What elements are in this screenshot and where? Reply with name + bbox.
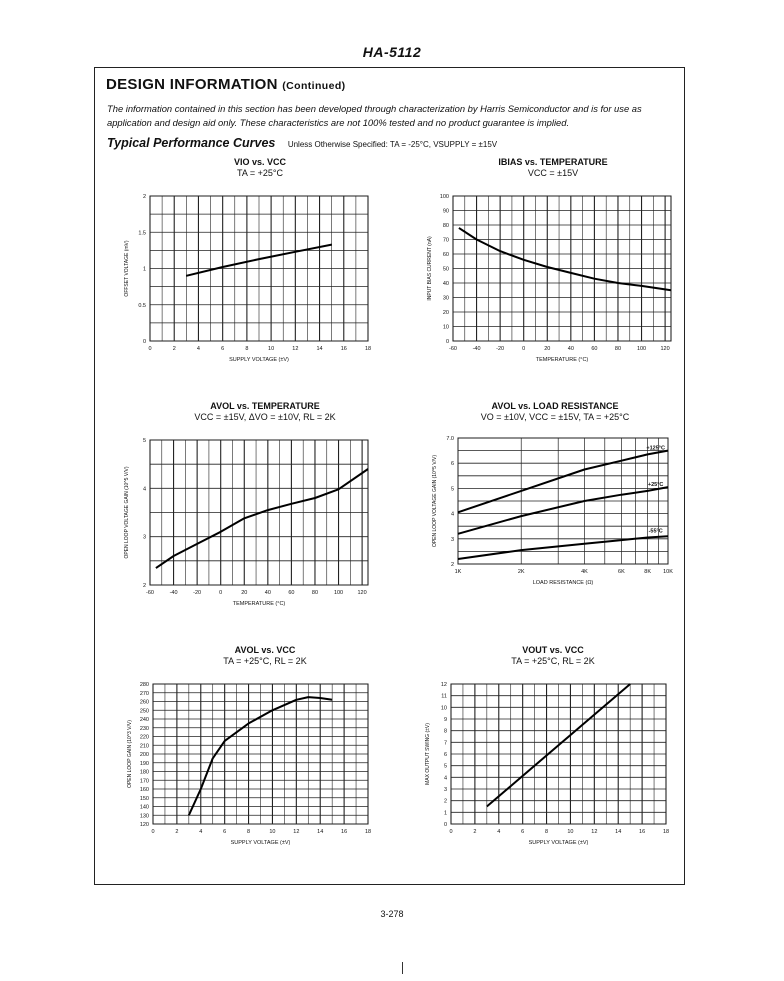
plot-title: VIO vs. VCC (233, 157, 287, 167)
y-tick-label: 70 (442, 237, 449, 244)
y-tick-label: 150 (139, 795, 149, 802)
section-title-suffix: (Continued) (282, 80, 346, 92)
x-tick-label: 20 (241, 590, 248, 596)
x-tick-label: 12 (591, 829, 598, 835)
y-tick-label: 6 (443, 752, 447, 758)
y-tick-label: 250 (139, 708, 149, 715)
x-tick-label: 10K (663, 569, 673, 575)
y-tick-label: 60 (442, 252, 449, 258)
x-tick-label: 14 (317, 829, 324, 835)
part-number-header: HA-5112 (362, 44, 422, 60)
x-tick-label: 18 (662, 829, 670, 835)
y-tick-label: 90 (442, 208, 449, 215)
x-tick-label: 100 (636, 346, 647, 352)
curves-heading: Typical Performance Curves (107, 136, 276, 150)
y-tick-label: 120 (139, 822, 149, 828)
x-tick-label: -40 (472, 346, 481, 352)
y-tick-label: 2 (443, 798, 447, 805)
y-tick-label: 50 (442, 266, 449, 273)
x-tick-label: 6 (521, 829, 525, 835)
x-tick-label: 6K (618, 569, 625, 575)
plot-subtitle: VO = ±10V, VCC = ±15V, TA = +25°C (480, 412, 630, 422)
chart-avol-vs-vcc (110, 676, 380, 866)
y-tick-label: 4 (450, 511, 454, 518)
plot-subtitle: VCC = ±15V, ΔVO = ±10V, RL = 2K (194, 412, 336, 422)
x-tick-label: 4K (581, 569, 588, 575)
x-tick-label: 18 (364, 346, 372, 352)
series-line (156, 469, 368, 568)
x-tick-label: 14 (316, 346, 323, 352)
chart-avol-vs-load-resistance (408, 432, 678, 602)
x-tick-label: 2 (172, 346, 176, 352)
x-tick-label: 16 (639, 829, 646, 835)
x-tick-label: 10 (567, 829, 574, 835)
x-axis-label: LOAD RESISTANCE (Ω) (532, 580, 594, 586)
section-title-main: DESIGN INFORMATION (106, 76, 278, 93)
series-label: +125°C (646, 445, 665, 452)
y-tick-label: 10 (440, 705, 447, 712)
y-tick-label: 240 (139, 717, 149, 723)
y-tick-label: 9 (443, 717, 447, 723)
plot-subtitle: TA = +25°C (237, 168, 283, 178)
y-tick-label: 190 (139, 760, 149, 767)
x-axis-label: TEMPERATURE (°C) (535, 357, 589, 363)
y-axis-label: INPUT BIAS CURRENT (nA) (427, 236, 433, 301)
y-tick-label: 2 (142, 194, 146, 200)
y-tick-label: 10 (442, 324, 449, 331)
x-tick-label: 12 (293, 829, 300, 835)
y-tick-label: 80 (442, 223, 449, 229)
x-tick-label: 0 (449, 829, 453, 835)
y-tick-label: 11 (441, 693, 447, 700)
y-tick-label: 5 (450, 486, 454, 493)
y-tick-label: 3 (450, 536, 454, 543)
x-tick-label: 60 (288, 590, 295, 596)
x-tick-label: 120 (357, 590, 367, 596)
y-tick-label: 12 (440, 682, 447, 688)
plot-title: VOUT vs. VCC (522, 645, 584, 655)
y-axis-label: OPEN LOOP VOLTAGE GAIN (10^5 V/V) (432, 454, 438, 548)
chart-ibias-vs-temperature (408, 188, 678, 368)
x-tick-label: 40 (264, 590, 271, 596)
y-tick-label: 200 (139, 752, 149, 758)
x-tick-label: 80 (311, 590, 319, 596)
y-tick-label: 7.0 (446, 436, 454, 442)
y-tick-label: 2 (142, 583, 146, 589)
y-tick-label: 3 (443, 787, 447, 793)
page-number: 3-278 (380, 909, 404, 919)
x-axis-label: TEMPERATURE (°C) (232, 601, 286, 607)
y-tick-label: 100 (439, 194, 449, 200)
x-tick-label: 40 (567, 346, 574, 352)
x-tick-label: 0 (148, 346, 152, 352)
series-line (458, 487, 668, 534)
y-tick-label: 4 (443, 775, 447, 782)
x-tick-label: -60 (449, 346, 457, 352)
x-tick-label: 10 (268, 346, 275, 352)
series-line (459, 228, 671, 290)
series-label: -55°C (648, 528, 663, 535)
y-tick-label: 270 (139, 690, 149, 697)
x-tick-label: 4 (497, 829, 501, 835)
x-tick-label: 0 (151, 829, 155, 835)
plot-title-avol-vs-temp (140, 401, 390, 423)
y-tick-label: 280 (139, 682, 149, 688)
chart-vio-vs-vcc (110, 188, 380, 368)
x-tick-label: 6 (221, 346, 225, 352)
x-axis-label: SUPPLY VOLTAGE (±V) (528, 840, 589, 846)
x-tick-label: 60 (591, 346, 598, 352)
y-tick-label: 160 (139, 787, 149, 793)
y-tick-label: 20 (442, 310, 449, 316)
x-tick-label: 18 (364, 829, 372, 835)
x-tick-label: 8 (245, 346, 249, 352)
curves-heading-row (107, 134, 497, 152)
y-tick-label: 4 (142, 486, 146, 493)
y-axis-label: OPEN LOOP VOLTAGE GAIN (10^5 V/V) (124, 466, 130, 559)
x-tick-label: 16 (340, 346, 347, 352)
x-tick-label: 8K (644, 569, 652, 575)
y-tick-label: 180 (139, 769, 149, 776)
plot-title: AVOL vs. LOAD RESISTANCE (491, 401, 619, 411)
y-tick-label: 7 (443, 740, 447, 747)
y-tick-label: 140 (139, 804, 149, 811)
x-tick-label: -40 (169, 590, 178, 596)
x-tick-label: 2 (175, 829, 179, 835)
plot-subtitle: TA = +25°C, RL = 2K (223, 656, 307, 666)
x-tick-label: -20 (496, 346, 505, 352)
plot-title-avol-vs-load (425, 401, 685, 423)
plot-title: AVOL vs. VCC (234, 645, 296, 655)
y-axis-label: OPEN LOOP GAIN (10^3 V/V) (127, 720, 133, 788)
x-tick-label: 16 (341, 829, 348, 835)
plot-title: IBIAS vs. TEMPERATURE (498, 157, 608, 167)
x-tick-label: -20 (193, 590, 202, 596)
plot-subtitle: VCC = ±15V (527, 168, 579, 178)
y-tick-label: 1 (142, 266, 146, 273)
series-line (458, 536, 668, 559)
y-tick-label: 0.5 (138, 302, 146, 309)
x-tick-label: 6 (223, 829, 227, 835)
x-tick-label: -60 (146, 590, 154, 596)
x-axis-label: SUPPLY VOLTAGE (±V) (229, 357, 289, 363)
plot-title-vout-vs-vcc (428, 645, 678, 667)
x-tick-label: 4 (199, 829, 203, 835)
y-tick-label: 0 (445, 339, 449, 345)
y-tick-label: 1 (443, 810, 447, 817)
y-tick-label: 0 (443, 822, 447, 828)
x-tick-label: 20 (544, 346, 551, 352)
y-tick-label: 210 (139, 743, 149, 750)
binding-mark (402, 962, 403, 974)
x-tick-label: 0 (522, 346, 526, 352)
x-tick-label: 80 (614, 346, 622, 352)
x-tick-label: 14 (615, 829, 622, 835)
x-tick-label: 10 (269, 829, 276, 835)
plot-title-ibias-vs-temp (428, 157, 678, 179)
y-tick-label: 260 (139, 699, 149, 706)
y-tick-label: 1.5 (138, 230, 146, 237)
x-tick-label: 8 (545, 829, 549, 835)
chart-vout-vs-vcc (408, 676, 678, 866)
y-tick-label: 30 (442, 295, 449, 302)
plot-title: AVOL vs. TEMPERATURE (210, 401, 320, 411)
y-tick-label: 0 (142, 339, 146, 345)
x-tick-label: 2K (517, 569, 525, 575)
x-axis-label: SUPPLY VOLTAGE (±V) (230, 840, 291, 846)
plot-subtitle: TA = +25°C, RL = 2K (511, 656, 595, 666)
y-tick-label: 5 (443, 763, 447, 770)
y-tick-label: 6 (450, 461, 454, 468)
y-tick-label: 2 (450, 562, 454, 568)
x-tick-label: 12 (292, 346, 299, 352)
series-line (458, 451, 668, 513)
y-tick-label: 40 (442, 281, 449, 287)
y-axis-label: OFFSET VOLTAGE (mV) (124, 240, 130, 297)
x-tick-label: 0 (219, 590, 223, 596)
x-tick-label: 2 (473, 829, 477, 835)
y-tick-label: 220 (139, 734, 149, 741)
intro-paragraph: The information contained in this section has been developed through characterization by Harris Semiconductor and is for use as application and design aid only. These characteristics are not 100% tested and no product guarantee is implied. (107, 103, 642, 128)
y-tick-label: 8 (443, 728, 447, 735)
y-tick-label: 3 (142, 534, 146, 541)
y-tick-label: 230 (139, 725, 149, 732)
x-tick-label: 1K (454, 569, 462, 575)
y-tick-label: 5 (142, 438, 146, 444)
x-tick-label: 4 (196, 346, 200, 352)
x-tick-label: 100 (333, 590, 344, 596)
x-tick-label: 120 (660, 346, 670, 352)
y-tick-label: 170 (139, 778, 149, 785)
y-axis-label: MAX OUTPUT SWING (±V) (425, 723, 431, 785)
section-title (106, 76, 346, 93)
plot-title-vio-vs-vcc (150, 157, 370, 179)
chart-avol-vs-temperature (110, 432, 380, 612)
x-tick-label: 8 (247, 829, 251, 835)
plot-title-avol-vs-vcc (140, 645, 390, 667)
curves-conditions: Unless Otherwise Specified: TA = -25°C, VSUPPLY = ±15V (287, 140, 498, 149)
y-tick-label: 130 (139, 813, 149, 820)
series-label: +25°C (647, 481, 664, 488)
